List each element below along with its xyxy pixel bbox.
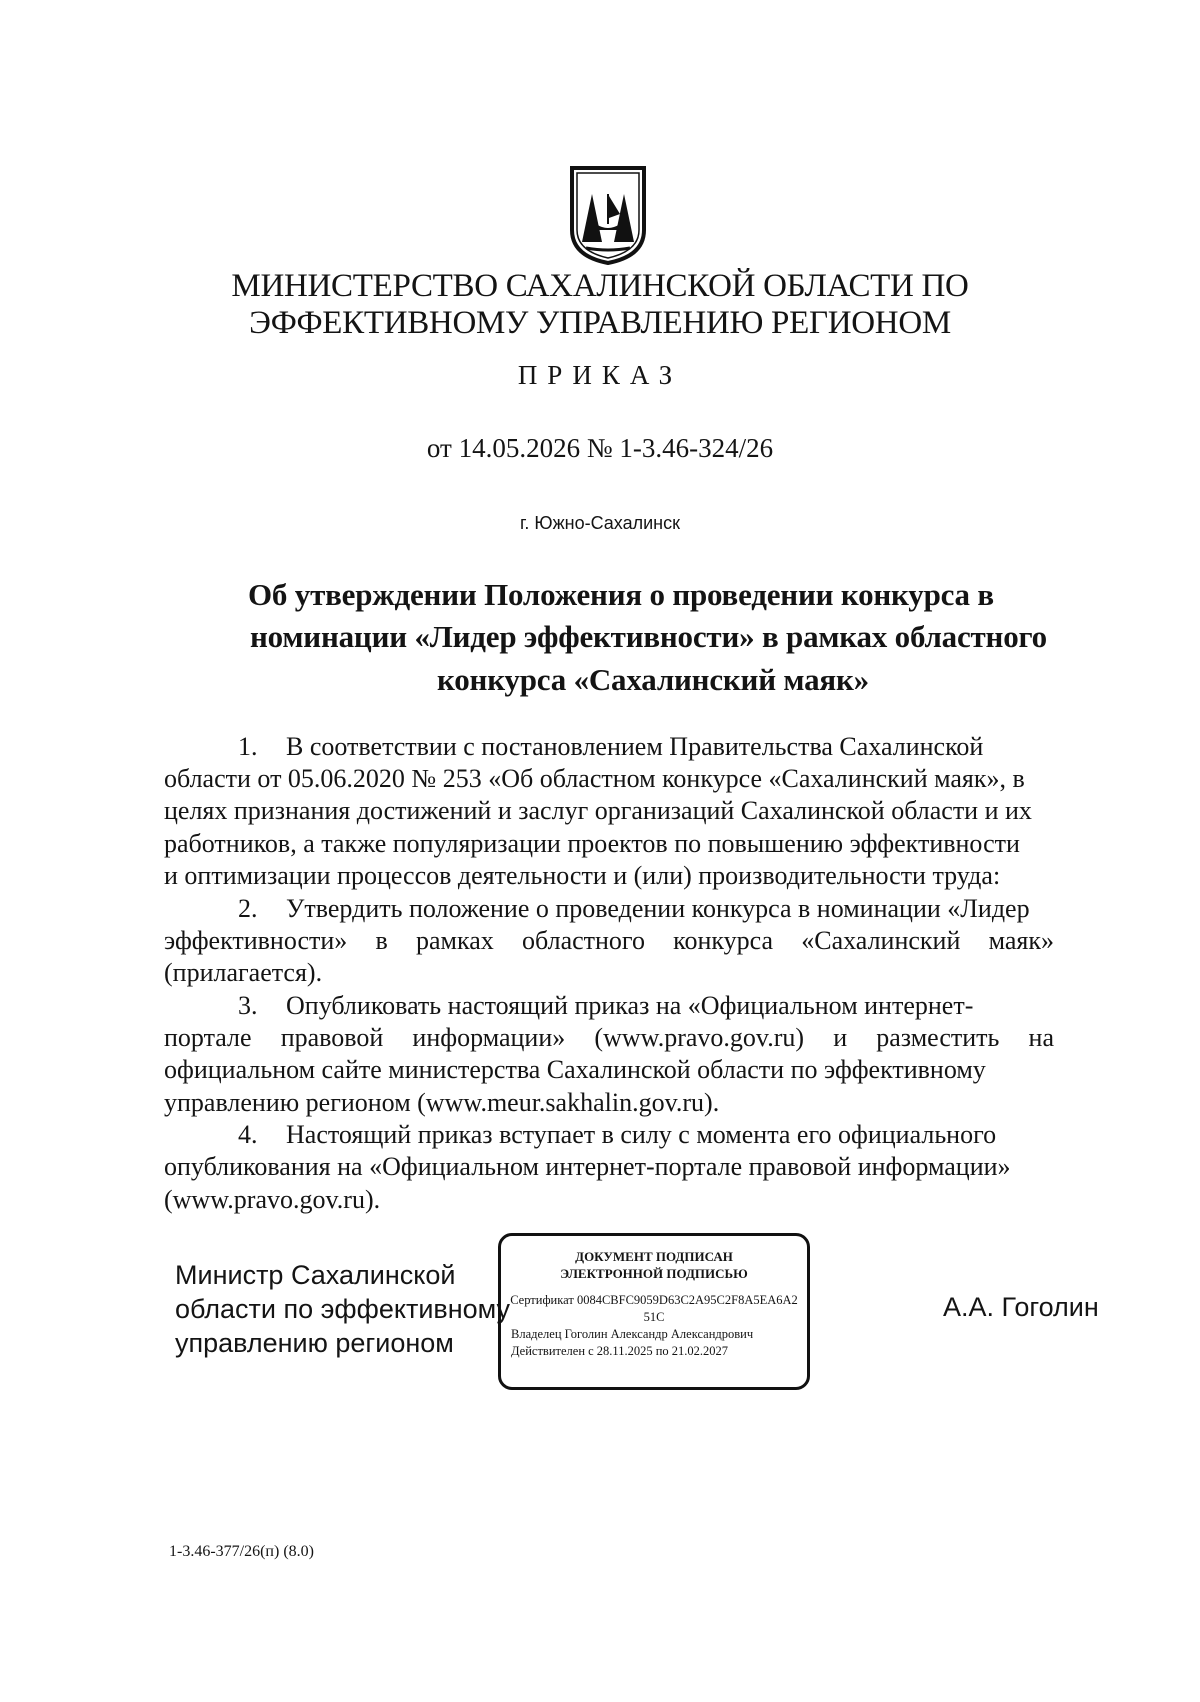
electronic-signature-stamp bbox=[498, 1233, 810, 1390]
paragraph-2-line1 bbox=[238, 892, 1054, 925]
paragraph-3-line2: портале правовой информации» (www.pravo.gov.ru) и разместить на bbox=[164, 1023, 1054, 1052]
paragraph-number: 2. bbox=[238, 894, 258, 923]
signer-name: А.А. Гоголин bbox=[943, 1292, 1099, 1322]
paragraph-1-line5: и оптимизации процессов деятельности и (или) производительности труда: bbox=[164, 861, 1001, 890]
paragraph-4-line2: опубликования на «Официальном интернет-портале правовой информации» bbox=[164, 1152, 1011, 1181]
order-title-line1: Об утверждении Положения о проведении конкурса в bbox=[248, 577, 994, 612]
stamp-certificate-cont: 51C bbox=[643, 1310, 665, 1324]
order-title-line3: конкурса «Сахалинский маяк» bbox=[437, 662, 869, 697]
paragraph-1-line1 bbox=[238, 730, 1054, 763]
paragraph-text: В соответствии с постановлением Правительства Сахалинской bbox=[286, 732, 984, 761]
paragraph-number: 3. bbox=[238, 991, 258, 1020]
paragraph-3-line4: управлению регионом (www.meur.sakhalin.gov.ru). bbox=[164, 1088, 720, 1117]
stamp-owner: Владелец Гоголин Александр Александрович bbox=[511, 1327, 754, 1341]
document-code: 1-3.46-377/26(п) (8.0) bbox=[169, 1543, 314, 1560]
signer-position-line1: Министр Сахалинской bbox=[175, 1260, 456, 1290]
paragraph-3-line1 bbox=[238, 989, 1054, 1022]
signer-position bbox=[175, 1258, 510, 1360]
paragraph-4-line1 bbox=[238, 1118, 1054, 1151]
document-type: ПРИКАЗ bbox=[517, 360, 683, 390]
stamp-title-line1: ДОКУМЕНТ ПОДПИСАН bbox=[575, 1249, 733, 1264]
stamp-certificate: Сертификат 0084CBFC9059D63C2A95C2F8A5EA6A2 bbox=[510, 1293, 798, 1307]
paragraph-4-line3: (www.pravo.gov.ru). bbox=[164, 1185, 381, 1214]
city-label: г. Южно-Сахалинск bbox=[520, 513, 680, 533]
ministry-name-line1: МИНИСТЕРСТВО САХАЛИНСКОЙ ОБЛАСТИ ПО bbox=[231, 268, 969, 304]
stamp-title-line2: ЭЛЕКТРОННОЙ ПОДПИСЬЮ bbox=[560, 1266, 748, 1281]
paragraph-3-line3: официальном сайте министерства Сахалинской области по эффективному bbox=[164, 1055, 986, 1084]
paragraph-1-line3: целях признания достижений и заслуг организаций Сахалинской области и их bbox=[164, 796, 1032, 825]
signer-position-line2: области по эффективному bbox=[175, 1294, 511, 1324]
paragraph-text: Утвердить положение о проведении конкурса в номинации «Лидер bbox=[286, 894, 1030, 923]
stamp-validity: Действителен с 28.11.2025 по 21.02.2027 bbox=[511, 1344, 729, 1358]
coat-of-arms-icon bbox=[568, 164, 648, 266]
paragraph-text: Настоящий приказ вступает в силу с момента его официального bbox=[286, 1120, 997, 1149]
document-number: от 14.05.2026 № 1-3.46-324/26 bbox=[426, 433, 774, 463]
order-title-line2: номинации «Лидер эффективности» в рамках областного bbox=[250, 619, 1047, 654]
paragraph-1-line2: области от 05.06.2020 № 253 «Об областном конкурсе «Сахалинский маяк», в bbox=[164, 764, 1025, 793]
ministry-name-line2: ЭФФЕКТИВНОМУ УПРАВЛЕНИЮ РЕГИОНОМ bbox=[249, 305, 951, 341]
signer-position-line3: управлению регионом bbox=[175, 1328, 454, 1358]
paragraph-2-line2: эффективности» в рамках областного конкурса «Сахалинский маяк» bbox=[164, 926, 1054, 955]
paragraph-number: 1. bbox=[238, 732, 258, 761]
paragraph-2-line3: (прилагается). bbox=[164, 958, 323, 987]
paragraph-text: Опубликовать настоящий приказ на «Официальном интернет- bbox=[286, 991, 974, 1020]
paragraph-number: 4. bbox=[238, 1120, 258, 1149]
paragraph-1-line4: работников, а также популяризации проектов по повышению эффективности bbox=[164, 829, 1020, 858]
